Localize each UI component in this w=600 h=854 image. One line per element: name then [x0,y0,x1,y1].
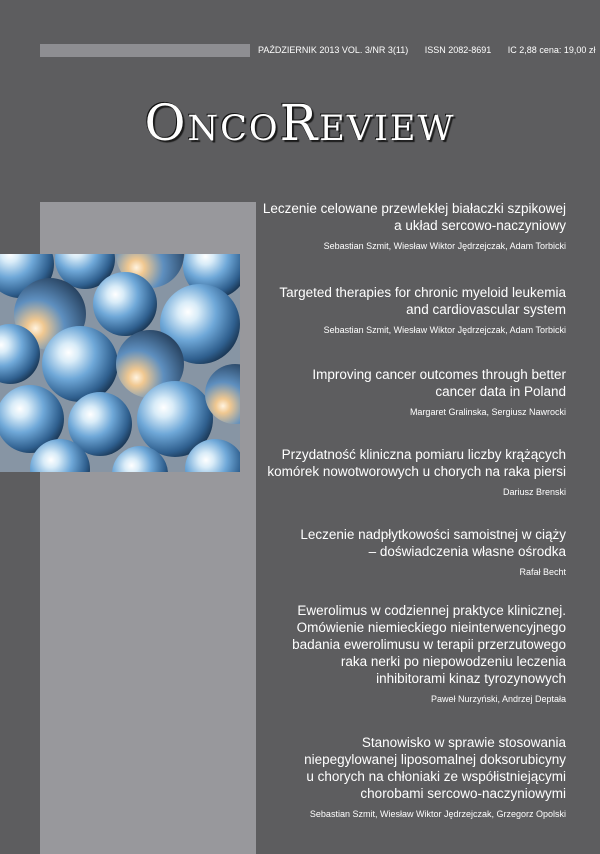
article-6 [246,602,566,705]
article-4 [246,446,566,498]
article-title: Ewerolimus w codziennej praktyce klinicznej. Omówienie niemieckiego nieinterwencyjnego badania ewerolimusu w terapii przerzutowego raka nerki po niepowodzeniu leczenia inhibitorami kinaz tyrozynowych [292,603,566,686]
cover-illustration [0,254,240,472]
journal-title: OncoReview [144,94,456,152]
article-5 [246,526,566,578]
article-7 [246,734,566,820]
cell-spheres-image [0,254,240,472]
issue-info [258,44,596,57]
article-title: Leczenie celowane przewlekłej białaczki szpikowej a układ sercowo-naczyniowy [262,201,566,233]
article-3 [246,366,566,418]
issn: ISSN 2082-8691 [424,45,492,55]
price: IC 2,88 cena: 19,00 zł [507,45,596,55]
article-title: Przydatność kliniczna pomiaru liczby krążących komórek nowotworowych u chorych na raka piersi [267,447,566,479]
article-title: Leczenie nadpłytkowości samoistnej w ciąży – doświadczenia własne ośrodka [300,527,566,559]
article-authors: Margaret Gralinska, Sergiusz Nawrocki [409,407,566,417]
article-title: Improving cancer outcomes through better cancer data in Poland [312,367,566,399]
article-title: Stanowisko w sprawie stosowania niepegylowanej liposomalnej doksorubicyny u chorych na chłoniaki ze współistniejącymi chorobami sercowo-naczyniowymi [304,735,566,801]
issue-date: PAŹDZIERNIK 2013 VOL. 3/NR 3(11) [258,45,409,55]
article-authors: Rafał Becht [519,567,566,577]
article-authors: Sebastian Szmit, Wiesław Wiktor Jędrzejczak, Grzegorz Opolski [309,809,566,819]
article-authors: Sebastian Szmit, Wiesław Wiktor Jędrzejczak, Adam Torbicki [323,325,566,335]
article-authors: Dariusz Brenski [502,487,566,497]
article-authors: Sebastian Szmit, Wiesław Wiktor Jędrzejczak, Adam Torbicki [323,241,566,251]
article-1 [246,200,566,252]
article-title: Targeted therapies for chronic myeloid leukemia and cardiovascular system [279,285,566,317]
header-bar [40,44,250,57]
article-2 [246,284,566,336]
article-authors: Paweł Nurzyński, Andrzej Deptała [430,694,566,704]
